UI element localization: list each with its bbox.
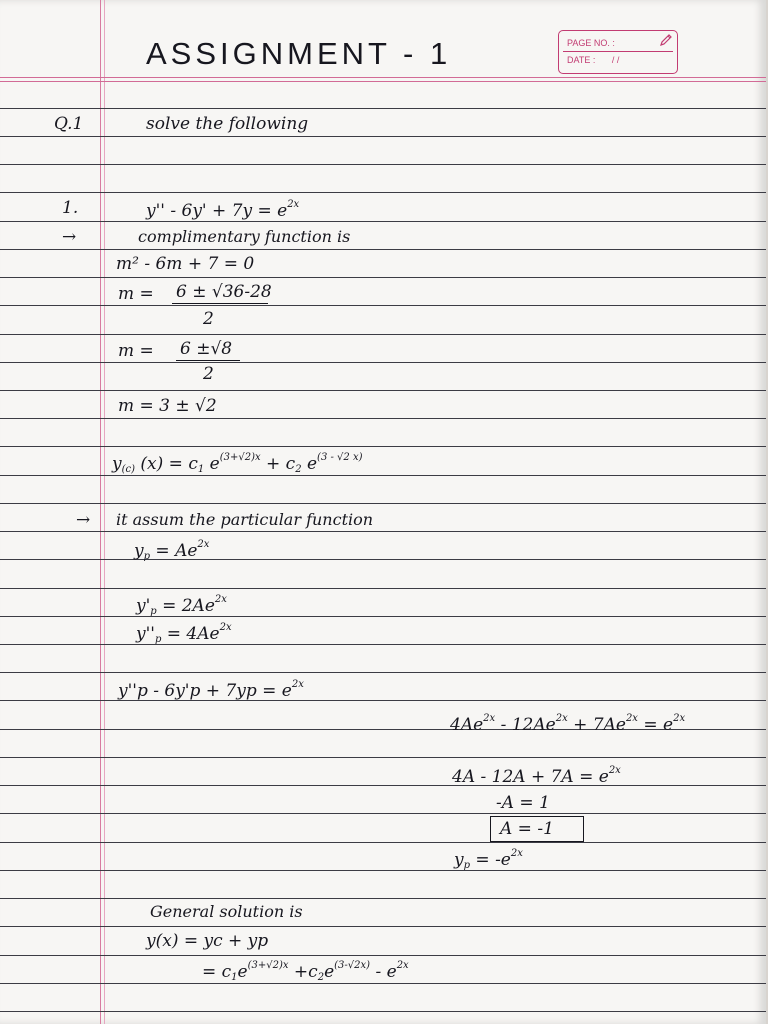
ruled-line — [0, 503, 766, 504]
yp-symbol: y — [134, 541, 144, 561]
ypd2-symbol: y'' — [136, 624, 155, 644]
step1-fraction-bar — [172, 303, 268, 304]
header-rule — [0, 77, 766, 78]
gs-e3-exponent: 2x — [396, 960, 409, 971]
step2-lhs: m = — [118, 341, 154, 361]
ruled-line — [0, 926, 766, 927]
expanded-term3-exp: 2x — [625, 713, 638, 724]
ypd2-subscript: p — [154, 634, 162, 645]
ruled-line — [0, 362, 766, 363]
expanded-term2-exp: 2x — [555, 713, 568, 724]
page-no-label: PAGE NO. : — [567, 38, 615, 48]
yc-e2-exponent: (3 - √2 x) — [317, 452, 363, 463]
gs-e2: e — [324, 962, 335, 982]
ruled-line — [0, 588, 766, 589]
general-solution-heading: General solution is — [150, 902, 303, 921]
yc-e1-exponent: (3+√2)x — [219, 452, 261, 463]
yp-assumed — [134, 540, 209, 562]
ruled-line — [0, 700, 766, 701]
ruled-line — [0, 870, 766, 871]
ruled-line — [0, 757, 766, 758]
arrow-complementary: → — [62, 227, 77, 247]
ruled-line — [0, 531, 766, 532]
yc-argument: (x) = c — [140, 454, 198, 474]
ruled-line — [0, 334, 766, 335]
question-number: Q.1 — [54, 114, 84, 134]
particular-heading: it assum the particular function — [116, 510, 374, 529]
ruled-line — [0, 559, 766, 560]
ruled-line — [0, 221, 766, 222]
general-solution-line1: y(x) = yc + yp — [146, 931, 269, 951]
yc-e1: e — [209, 454, 220, 474]
ruled-line — [0, 955, 766, 956]
roots: m = 3 ± √2 — [118, 396, 217, 416]
yp-exponent: 2x — [197, 539, 210, 550]
stamp-divider — [563, 51, 673, 52]
yp-final-symbol: y — [454, 850, 464, 870]
auxiliary-equation: m² - 6m + 7 = 0 — [116, 254, 255, 274]
yp-subscript: p — [143, 551, 151, 562]
yc-symbol: y — [112, 454, 122, 474]
coefficient-equation — [452, 766, 621, 786]
header-rule-2 — [0, 81, 766, 82]
yc-e2: e — [306, 454, 318, 474]
problem-equation-exp: 2x — [287, 199, 300, 210]
complementary-solution — [112, 453, 363, 475]
arrow-particular: → — [76, 510, 91, 530]
ypd1-rhs: = 2Ae — [156, 596, 215, 616]
substituted-equation-exp: 2x — [291, 679, 304, 690]
substituted-equation-text: y''p - 6y'p + 7yp = e — [118, 681, 292, 701]
date-label-text: DATE : — [567, 55, 596, 65]
general-solution-line2 — [202, 961, 409, 983]
ruled-line — [0, 983, 766, 984]
negative-a-equation: -A = 1 — [496, 793, 550, 813]
ruled-line — [0, 813, 766, 814]
gs-equals: = c — [202, 962, 232, 982]
ruled-line — [0, 446, 766, 447]
yp-rhs: = Ae — [150, 541, 198, 561]
ruled-line — [0, 418, 766, 419]
pen-icon — [659, 33, 673, 47]
problem-number: 1. — [62, 198, 79, 218]
question-instruction: solve the following — [146, 114, 309, 134]
gs-plus: +c — [288, 962, 318, 982]
coefficient-equation-exp: 2x — [608, 765, 621, 776]
step2-fraction-bar — [176, 360, 240, 361]
page-date-stamp — [558, 30, 678, 74]
step1-numerator: 6 ± √36-28 — [176, 282, 272, 302]
ruled-line — [0, 136, 766, 137]
ruled-line — [0, 616, 766, 617]
ypd1-subscript: p — [150, 606, 157, 617]
step2-numerator: 6 ±√8 — [180, 339, 233, 359]
c2-subscript: 2 — [295, 464, 302, 475]
ruled-line — [0, 842, 766, 843]
ruled-line — [0, 644, 766, 645]
gs-c2-subscript: 2 — [317, 972, 325, 983]
expanded-rhs-exp: 2x — [673, 713, 686, 724]
ruled-line — [0, 898, 766, 899]
ruled-line — [0, 277, 766, 278]
ruled-line — [0, 475, 766, 476]
gs-e2-exponent: (3-√2x) — [334, 960, 371, 971]
yp-final — [454, 849, 523, 871]
yp-final-subscript: p — [463, 860, 471, 871]
yp-final-rhs: = -e — [470, 850, 511, 870]
step1-denominator: 2 — [203, 309, 214, 329]
yp-second-derivative — [136, 623, 232, 645]
c1-subscript: 1 — [197, 464, 205, 475]
expanded-term1: 4Ae — [450, 715, 484, 735]
step2-denominator: 2 — [203, 364, 214, 384]
gs-c1-subscript: 1 — [231, 972, 238, 983]
ruled-line — [0, 390, 766, 391]
expanded-rhs: = e — [637, 715, 674, 735]
expanded-term3: + 7Ae — [567, 715, 626, 735]
a-value: A = -1 — [500, 819, 554, 839]
gs-e1-exponent: (3+√2)x — [247, 960, 289, 971]
date-separators: / / — [611, 55, 620, 65]
ypd2-rhs: = 4Ae — [161, 624, 220, 644]
ypd1-symbol: y' — [136, 596, 151, 616]
coefficient-equation-text: 4A - 12A + 7A = e — [452, 767, 609, 787]
ruled-line — [0, 305, 766, 306]
ruled-line — [0, 249, 766, 250]
ruled-line — [0, 164, 766, 165]
gs-e1: e — [237, 962, 248, 982]
ruled-line — [0, 192, 766, 193]
yc-plus: + c — [266, 454, 296, 474]
step1-lhs: m = — [118, 284, 154, 304]
ypd2-exponent: 2x — [219, 622, 232, 633]
gs-minus: - e — [370, 962, 397, 982]
complementary-heading: complimentary function is — [138, 227, 351, 246]
expanded-term2: - 12Ae — [495, 715, 556, 735]
substituted-equation — [118, 680, 304, 700]
ruled-line — [0, 108, 766, 109]
problem-equation-text: y'' - 6y' + 7y = e — [146, 201, 288, 221]
yp-final-exponent: 2x — [510, 848, 523, 859]
ruled-line — [0, 785, 766, 786]
yc-subscript: (c) — [121, 464, 136, 475]
expanded-term1-exp: 2x — [483, 713, 496, 724]
ruled-line — [0, 672, 766, 673]
ypd1-exponent: 2x — [214, 594, 227, 605]
page-title: ASSIGNMENT - 1 — [146, 36, 452, 71]
ruled-line — [0, 1011, 766, 1012]
problem-equation — [146, 200, 299, 220]
yp-first-derivative — [136, 595, 227, 617]
date-label — [567, 55, 619, 65]
expanded-equation — [450, 714, 685, 734]
